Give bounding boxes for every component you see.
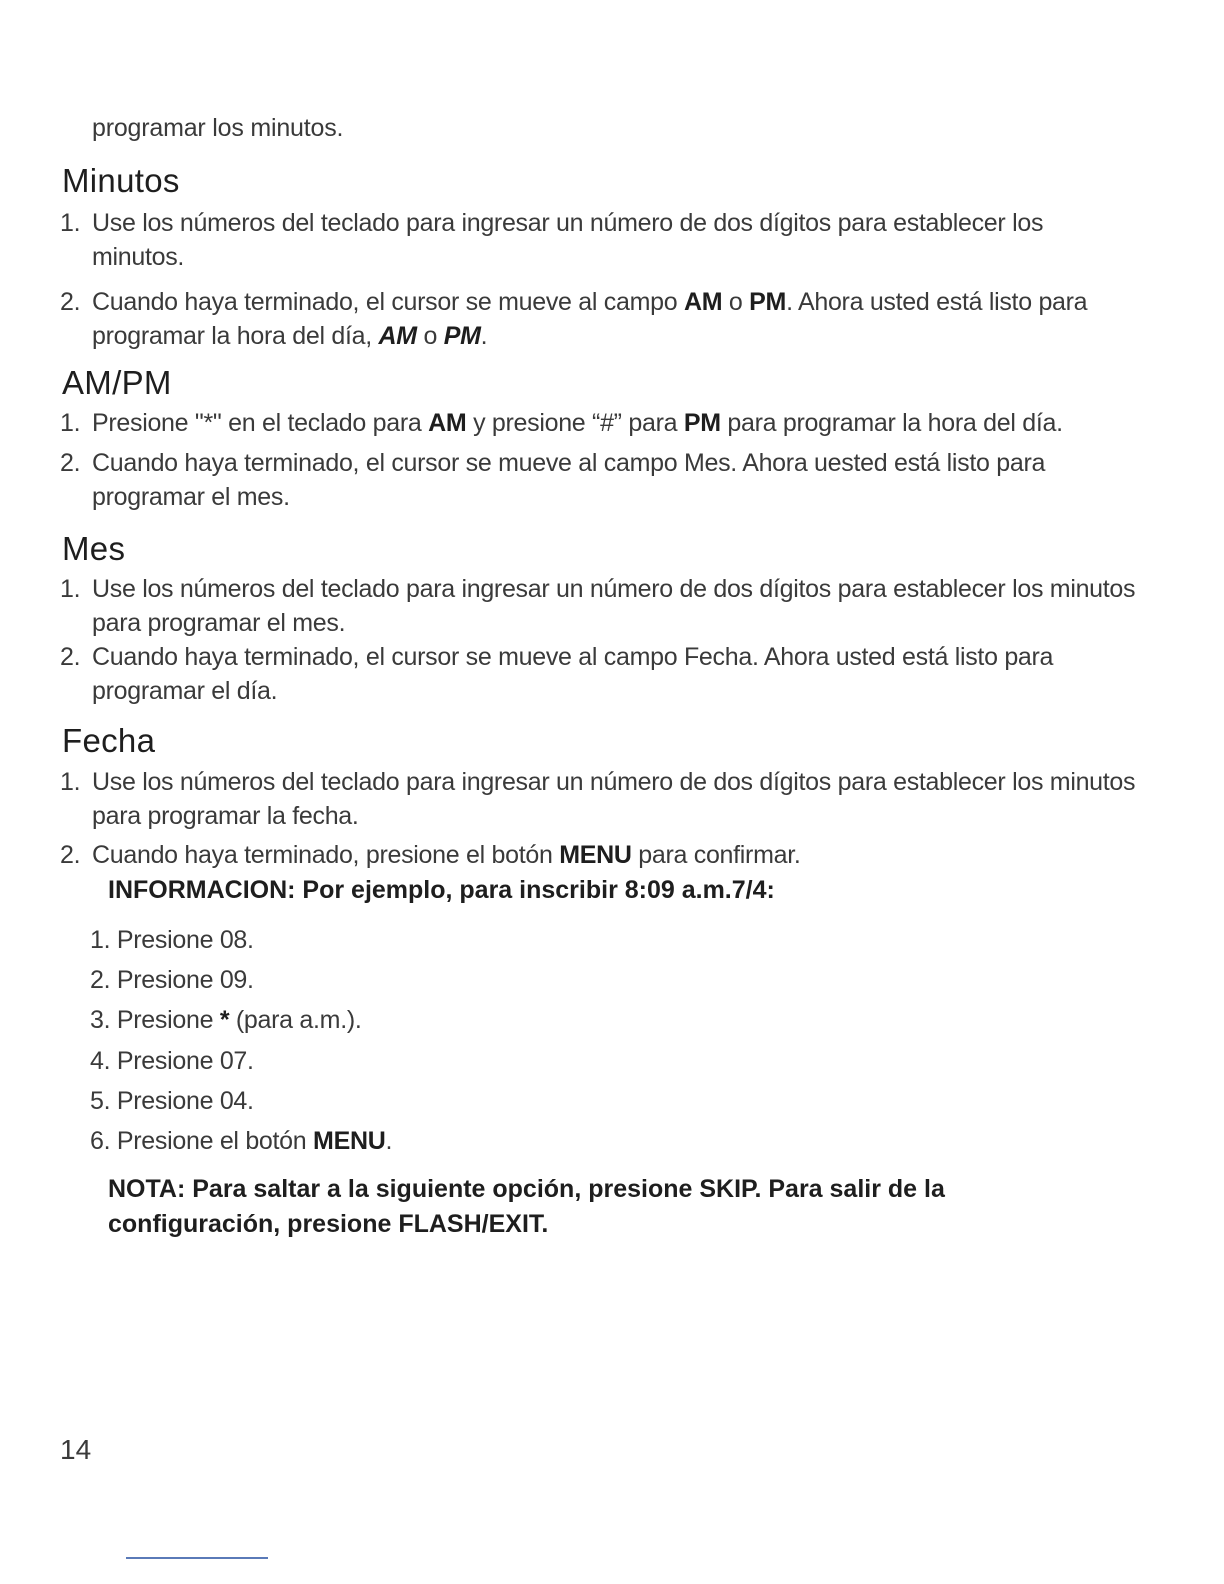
- step-text: Cuando haya terminado, el cursor se mueve al campo Fecha. Ahora usted está listo para programar el día.: [92, 643, 1054, 705]
- mes-step-1: [60, 572, 1140, 640]
- minutos-step-1: [60, 206, 1140, 274]
- page-number: 14: [60, 1434, 92, 1465]
- heading-minutos: Minutos: [62, 162, 180, 199]
- ampm-step-1: [60, 406, 1140, 440]
- step-text: Presione "*" en el teclado para AM y presione “#” para PM para programar la hora del día.: [92, 409, 1063, 437]
- step-number: 2.: [60, 841, 81, 869]
- step-text: Use los números del teclado para ingresar un número de dos dígitos para establecer los minutos.: [92, 209, 1044, 271]
- example-step-5: 5. Presione 04.: [90, 1087, 254, 1115]
- example-step-6: 6. Presione el botón MENU.: [90, 1127, 393, 1155]
- intro-text: programar los minutos.: [92, 114, 344, 142]
- ampm-step-2: [60, 446, 1140, 514]
- nota-note: NOTA: Para saltar a la siguiente opción, presione SKIP. Para salir de la configuración, presione FLASH/EXIT.: [108, 1175, 945, 1238]
- minutos-step-2: [60, 285, 1140, 353]
- step-number: 2.: [60, 449, 81, 477]
- example-step-4: 4. Presione 07.: [90, 1047, 254, 1075]
- heading-mes: Mes: [62, 530, 126, 567]
- fecha-step-2: [60, 838, 1140, 872]
- step-text: Cuando haya terminado, presione el botón MENU para confirmar.: [92, 841, 801, 869]
- step-number: 2.: [60, 288, 81, 316]
- heading-fecha: Fecha: [62, 722, 156, 759]
- step-number: 1.: [60, 409, 81, 437]
- fecha-step-1: [60, 765, 1140, 833]
- heading-ampm: AM/PM: [62, 364, 172, 401]
- step-number: 1.: [60, 768, 81, 796]
- example-step-2: 2. Presione 09.: [90, 966, 254, 994]
- example-step-3: 3. Presione * (para a.m.).: [90, 1006, 362, 1034]
- step-number: 1.: [60, 209, 81, 237]
- info-example-heading: INFORMACION: Por ejemplo, para inscribir 8:09 a.m.7/4:: [108, 876, 775, 904]
- mes-step-2: [60, 640, 1140, 708]
- step-text: Use los números del teclado para ingresar un número de dos dígitos para establecer los minutos para programar la fecha.: [92, 768, 1136, 830]
- footer-rule: [126, 1557, 268, 1559]
- step-number: 1.: [60, 575, 81, 603]
- step-text: Cuando haya terminado, el cursor se mueve al campo Mes. Ahora uested está listo para programar el mes.: [92, 449, 1046, 511]
- step-number: 2.: [60, 643, 81, 671]
- step-text: Use los números del teclado para ingresar un número de dos dígitos para establecer los minutos para programar el mes.: [92, 575, 1136, 637]
- example-step-1: 1. Presione 08.: [90, 926, 254, 954]
- step-text: Cuando haya terminado, el cursor se mueve al campo AM o PM. Ahora usted está listo para programar la hora del día, AM o PM.: [92, 288, 1088, 350]
